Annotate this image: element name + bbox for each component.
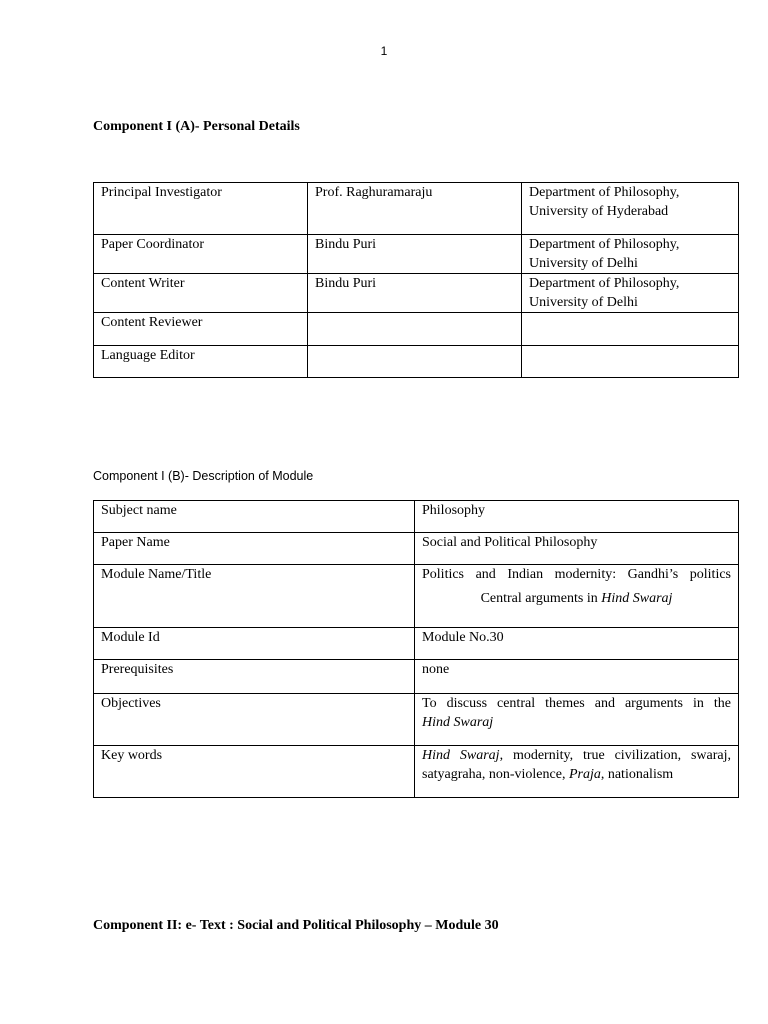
table-row — [94, 746, 739, 798]
module-description-table — [93, 500, 739, 798]
table-row — [94, 501, 739, 533]
module-title-prefix: Central arguments in — [480, 591, 602, 606]
role-cell: Content Writer — [94, 274, 308, 313]
etext-heading: Component II: e- Text : Social and Political Philosophy – Module 30 — [93, 918, 499, 933]
label-cell: Prerequisites — [94, 660, 415, 694]
role-cell: Paper Coordinator — [94, 235, 308, 274]
page-number: 1 — [380, 44, 388, 58]
module-title-line: Politics and Indian modernity: Gandhi’s politics — [422, 567, 731, 582]
value-cell — [415, 694, 739, 746]
affiliation-cell — [522, 235, 739, 274]
keywords-italic: Praja — [568, 767, 601, 782]
keywords-text: satyagraha, non-violence, — [422, 767, 569, 782]
label-cell: Module Name/Title — [94, 565, 415, 628]
value-cell — [415, 565, 739, 628]
table-row — [94, 346, 739, 378]
module-title-subline — [422, 589, 731, 608]
table-row — [94, 628, 739, 660]
affiliation-cell — [522, 274, 739, 313]
name-cell: Bindu Puri — [308, 274, 522, 313]
label-cell: Paper Name — [94, 533, 415, 565]
keywords-line — [422, 765, 731, 784]
keywords-text: , nationalism — [600, 767, 674, 782]
name-cell: Bindu Puri — [308, 235, 522, 274]
value-cell: Social and Political Philosophy — [415, 533, 739, 565]
table-row — [94, 235, 739, 274]
table-row — [94, 313, 739, 346]
name-cell — [308, 346, 522, 378]
affiliation-line: Department of Philosophy, — [529, 276, 680, 291]
value-cell: none — [415, 660, 739, 694]
label-cell: Module Id — [94, 628, 415, 660]
table-row — [94, 694, 739, 746]
name-cell: Prof. Raghuramaraju — [308, 183, 522, 235]
affiliation-line: University of Delhi — [529, 295, 638, 310]
table-row — [94, 533, 739, 565]
module-description-heading: Component I (B)- Description of Module — [93, 469, 314, 483]
table-row — [94, 274, 739, 313]
label-cell: Subject name — [94, 501, 415, 533]
affiliation-line: University of Delhi — [529, 256, 638, 271]
affiliation-line: University of Hyderabad — [529, 204, 669, 219]
keywords-italic: Hind Swaraj — [422, 748, 500, 763]
affiliation-cell — [522, 313, 739, 346]
objectives-italic: Hind Swaraj — [422, 715, 494, 730]
personal-details-heading: Component I (A)- Personal Details — [93, 119, 300, 134]
objectives-line: To discuss central themes and arguments in the — [422, 696, 731, 711]
personal-details-table — [93, 182, 739, 378]
affiliation-cell — [522, 183, 739, 235]
table-row — [94, 183, 739, 235]
role-cell: Content Reviewer — [94, 313, 308, 346]
role-cell: Principal Investigator — [94, 183, 308, 235]
table-row — [94, 660, 739, 694]
keywords-text: , modernity, true civilization, swaraj, — [499, 748, 731, 763]
label-cell: Key words — [94, 746, 415, 798]
name-cell — [308, 313, 522, 346]
value-cell: Module No.30 — [415, 628, 739, 660]
table-row — [94, 565, 739, 628]
label-cell: Objectives — [94, 694, 415, 746]
affiliation-cell — [522, 346, 739, 378]
affiliation-line: Department of Philosophy, — [529, 185, 680, 200]
module-title-italic: Hind Swaraj — [601, 591, 673, 606]
role-cell: Language Editor — [94, 346, 308, 378]
value-cell — [415, 746, 739, 798]
value-cell: Philosophy — [415, 501, 739, 533]
keywords-line — [422, 746, 731, 765]
affiliation-line: Department of Philosophy, — [529, 237, 680, 252]
